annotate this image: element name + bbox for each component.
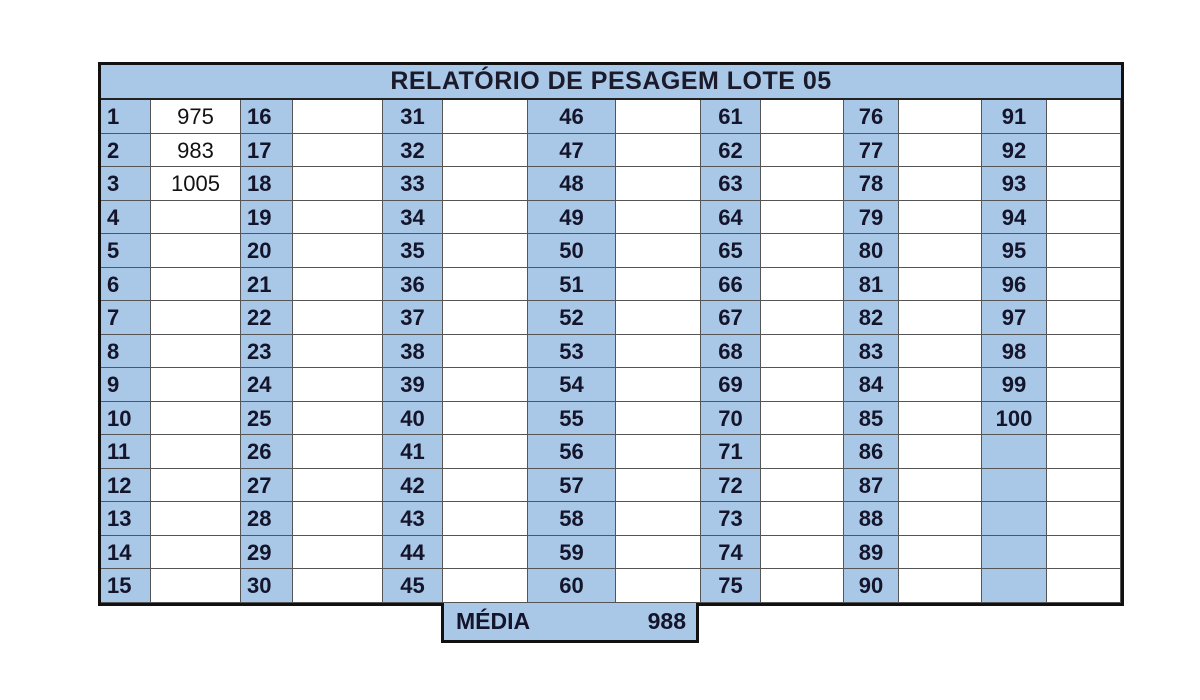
item-number [982,569,1047,603]
item-weight [293,569,383,603]
item-weight [151,335,241,369]
item-weight [443,134,528,168]
item-number: 17 [241,134,293,168]
item-number: 6 [101,268,151,302]
item-number: 43 [383,502,443,536]
item-weight [1047,167,1121,201]
item-weight [443,368,528,402]
item-weight [761,234,844,268]
item-weight [1047,569,1121,603]
item-number: 39 [383,368,443,402]
item-number: 37 [383,301,443,335]
item-number: 27 [241,469,293,503]
item-number: 57 [528,469,616,503]
weighing-grid [101,100,1121,603]
item-number: 53 [528,335,616,369]
item-weight [899,569,982,603]
item-number: 63 [701,167,761,201]
item-number: 83 [844,335,899,369]
item-weight [293,167,383,201]
item-number: 62 [701,134,761,168]
item-number: 22 [241,301,293,335]
item-number: 24 [241,368,293,402]
item-number: 12 [101,469,151,503]
item-number: 58 [528,502,616,536]
item-number: 98 [982,335,1047,369]
item-weight [761,268,844,302]
item-weight [761,569,844,603]
item-number: 99 [982,368,1047,402]
item-number: 89 [844,536,899,570]
item-weight [1047,402,1121,436]
item-number: 29 [241,536,293,570]
item-weight [151,402,241,436]
item-weight [1047,234,1121,268]
item-weight [761,167,844,201]
item-number: 32 [383,134,443,168]
item-weight [151,368,241,402]
item-number: 73 [701,502,761,536]
item-weight [1047,134,1121,168]
item-weight [761,435,844,469]
item-number: 70 [701,402,761,436]
item-weight [293,402,383,436]
item-number [982,502,1047,536]
item-weight [151,469,241,503]
item-number: 96 [982,268,1047,302]
item-weight [151,502,241,536]
item-number: 4 [101,201,151,235]
item-weight: 983 [151,134,241,168]
item-weight [293,368,383,402]
item-number: 60 [528,569,616,603]
average-label: MÉDIA [456,608,531,634]
item-weight [761,469,844,503]
item-weight [899,469,982,503]
item-weight [151,569,241,603]
item-number: 79 [844,201,899,235]
item-number: 95 [982,234,1047,268]
item-number: 14 [101,536,151,570]
item-weight [616,569,701,603]
item-number [982,435,1047,469]
item-number: 26 [241,435,293,469]
item-weight [899,536,982,570]
item-weight [293,100,383,134]
item-number: 16 [241,100,293,134]
item-weight [616,100,701,134]
item-weight: 975 [151,100,241,134]
item-number: 65 [701,234,761,268]
item-number: 80 [844,234,899,268]
item-number: 50 [528,234,616,268]
item-weight [443,201,528,235]
item-number: 46 [528,100,616,134]
item-number: 84 [844,368,899,402]
item-number: 48 [528,167,616,201]
item-number: 91 [982,100,1047,134]
item-number: 3 [101,167,151,201]
item-number [982,536,1047,570]
item-number: 19 [241,201,293,235]
item-number: 88 [844,502,899,536]
item-number [982,469,1047,503]
item-number: 45 [383,569,443,603]
item-weight [899,268,982,302]
item-number: 25 [241,402,293,436]
item-weight [761,335,844,369]
item-weight [443,502,528,536]
item-weight [899,100,982,134]
item-weight [443,301,528,335]
item-number: 2 [101,134,151,168]
item-weight [1047,368,1121,402]
item-weight [616,368,701,402]
item-number: 66 [701,268,761,302]
item-weight [293,134,383,168]
item-weight [616,536,701,570]
item-number: 34 [383,201,443,235]
item-weight [761,502,844,536]
item-weight [899,368,982,402]
item-number: 44 [383,536,443,570]
item-weight [616,167,701,201]
item-number: 35 [383,234,443,268]
item-weight [1047,335,1121,369]
item-weight: 1005 [151,167,241,201]
item-weight [1047,435,1121,469]
item-weight [151,234,241,268]
item-weight [899,301,982,335]
item-number: 85 [844,402,899,436]
item-weight [293,301,383,335]
item-number: 71 [701,435,761,469]
item-weight [1047,469,1121,503]
item-weight [761,536,844,570]
item-weight [1047,301,1121,335]
item-number: 10 [101,402,151,436]
item-number: 94 [982,201,1047,235]
item-number: 100 [982,402,1047,436]
average-value: 988 [647,608,686,634]
item-weight [899,435,982,469]
item-weight [293,201,383,235]
item-number: 49 [528,201,616,235]
item-number: 61 [701,100,761,134]
item-number: 76 [844,100,899,134]
item-weight [761,402,844,436]
item-number: 33 [383,167,443,201]
item-number: 51 [528,268,616,302]
item-number: 28 [241,502,293,536]
item-number: 90 [844,569,899,603]
item-weight [443,569,528,603]
item-weight [151,301,241,335]
item-number: 1 [101,100,151,134]
item-weight [293,435,383,469]
item-number: 13 [101,502,151,536]
item-weight [616,234,701,268]
item-number: 74 [701,536,761,570]
item-weight [443,167,528,201]
item-number: 75 [701,569,761,603]
item-number: 15 [101,569,151,603]
item-weight [1047,201,1121,235]
item-weight [616,469,701,503]
item-weight [616,134,701,168]
item-number: 68 [701,335,761,369]
item-number: 86 [844,435,899,469]
item-number: 59 [528,536,616,570]
item-number: 81 [844,268,899,302]
item-number: 64 [701,201,761,235]
item-number: 93 [982,167,1047,201]
item-weight [443,335,528,369]
item-weight [616,402,701,436]
item-weight [293,335,383,369]
item-weight [151,536,241,570]
item-number: 54 [528,368,616,402]
item-weight [761,201,844,235]
item-number: 8 [101,335,151,369]
item-weight [616,435,701,469]
item-number: 41 [383,435,443,469]
item-number: 56 [528,435,616,469]
item-number: 9 [101,368,151,402]
item-number: 92 [982,134,1047,168]
item-weight [761,134,844,168]
item-weight [899,502,982,536]
item-weight [899,167,982,201]
item-number: 30 [241,569,293,603]
item-weight [443,536,528,570]
item-number: 97 [982,301,1047,335]
item-number: 18 [241,167,293,201]
item-weight [443,402,528,436]
item-weight [899,234,982,268]
item-number: 87 [844,469,899,503]
item-weight [443,469,528,503]
item-weight [151,435,241,469]
item-number: 7 [101,301,151,335]
item-weight [293,268,383,302]
item-weight [899,201,982,235]
item-number: 20 [241,234,293,268]
item-weight [761,301,844,335]
item-weight [616,268,701,302]
item-weight [151,268,241,302]
item-number: 67 [701,301,761,335]
item-weight [761,100,844,134]
item-number: 5 [101,234,151,268]
item-number: 36 [383,268,443,302]
item-weight [616,201,701,235]
weighing-report-table [98,62,1124,606]
item-weight [616,301,701,335]
item-weight [761,368,844,402]
item-weight [1047,536,1121,570]
report-title: RELATÓRIO DE PESAGEM LOTE 05 [101,65,1121,100]
item-weight [899,402,982,436]
item-weight [1047,100,1121,134]
item-weight [1047,502,1121,536]
item-weight [443,268,528,302]
item-weight [293,536,383,570]
item-weight [616,502,701,536]
item-number: 52 [528,301,616,335]
item-number: 11 [101,435,151,469]
item-weight [616,335,701,369]
item-number: 69 [701,368,761,402]
item-number: 31 [383,100,443,134]
item-number: 23 [241,335,293,369]
item-weight [151,201,241,235]
item-weight [899,335,982,369]
average-box [441,603,699,643]
item-weight [293,234,383,268]
item-weight [443,435,528,469]
item-weight [1047,268,1121,302]
item-number: 55 [528,402,616,436]
item-number: 40 [383,402,443,436]
item-weight [899,134,982,168]
item-weight [293,469,383,503]
item-weight [443,234,528,268]
item-number: 72 [701,469,761,503]
item-weight [293,502,383,536]
item-number: 47 [528,134,616,168]
item-number: 42 [383,469,443,503]
item-number: 82 [844,301,899,335]
item-number: 21 [241,268,293,302]
item-number: 78 [844,167,899,201]
item-weight [443,100,528,134]
item-number: 77 [844,134,899,168]
item-number: 38 [383,335,443,369]
